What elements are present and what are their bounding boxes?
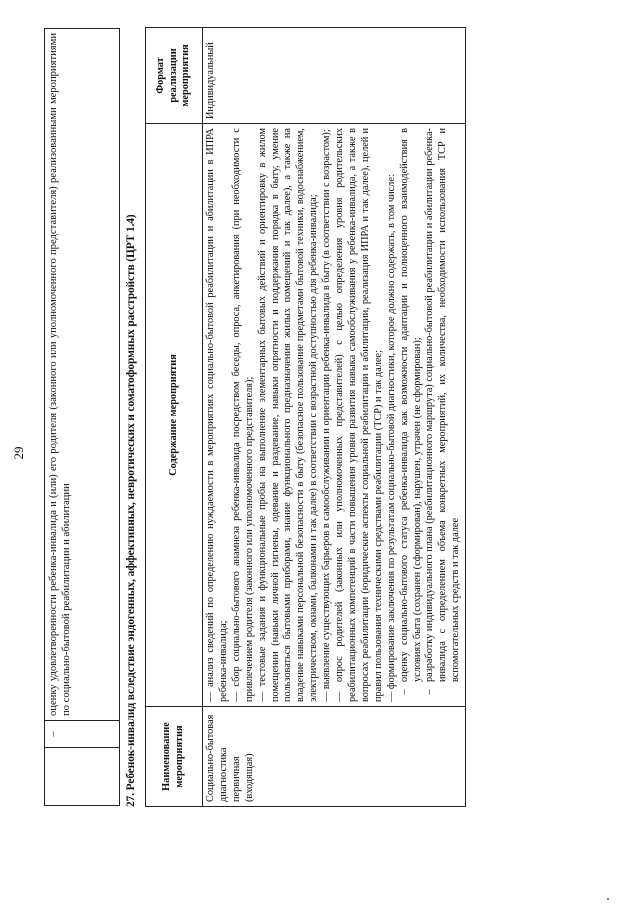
measure-name: Социально-бытовая диагностика первичная (входящая) xyxy=(203,707,466,807)
list-dash: – xyxy=(45,721,120,748)
list-item: — тестовые задания и функциональные пробы на выполнение элементарных бытовых действий и ориентировку в жилом помещении (навыки личной гигиены, одевание и раздевание, навыки опрятности и поддержания порядка в быту, умение пользоваться бытовыми приборами, знание функционального предназначения жилых помещений и так далее), а также на владение навыками персональной безопасности в быту (безопасное пользование предметами бытовой техники, водоснабжением, электричеством, окнами, балконами и так далее) в соответствии с возрастной доступностью для ребенка-инвалида; xyxy=(256,128,320,702)
list-dash: – xyxy=(424,689,436,695)
measure-content xyxy=(203,124,466,707)
continuation-table xyxy=(44,28,120,806)
table-header-row xyxy=(146,28,203,807)
list-dash: – xyxy=(398,689,410,695)
list-item: — анализ сведений по определению нуждаемости в мероприятиях социально-бытовой реабилитации и абилитации в ИПРА ребенка-инвалида; xyxy=(205,128,229,702)
measure-format: Индивидуальный xyxy=(203,28,466,124)
list-item: — формирование заключения по результатам социально-бытовой диагностики, которое должно содержать, в том числе: xyxy=(385,174,397,702)
sub-list-item xyxy=(424,128,463,702)
sub-item-text: оценку социально-бытового статуса ребенка-инвалида как возможности адаптации и полноценного взаимодействия в условиях быта (сохранен (сформирован), нарушен, утрачен (не сформирован); xyxy=(398,128,423,682)
list-item: — опрос родителей (законных или уполномоченных представителей) с целью определения уровня родительских реабилитационных компетенций в части повышения уровня развития навыка самообслуживания у ребенка-инвалида, а также в вопросах реабилитации (юридические аспекты социальной реабилитации и абилитации, реализация ИПРА и так далее), целей и правил пользования техническими средствами реабилитации (ТСР) и так далее; xyxy=(334,128,384,702)
sub-item-text: разработку индивидуального плана (реабилитационного маршрута) социально-бытовой реабилитации и абилитации ребенка-инвалида с определением объема конкретных мероприятий, их количества, необходимости использования ТСР и вспомогательных средств и так далее xyxy=(424,128,462,682)
table-row xyxy=(203,28,466,807)
list-item: — выявление существующих барьеров в самообслуживании и ориентации ребенка-инвалида в быту (в соответствии с возрастом); xyxy=(321,129,333,702)
table-row xyxy=(45,29,120,806)
continuation-text: оценку удовлетворенности ребенка-инвалида и (или) его родителя (законного или уполномоченного представителя) реализованными мероприятиями по социально-бытовой реабилитации и абилитации xyxy=(45,29,120,721)
header-format: Формат реализации мероприятия xyxy=(146,28,203,124)
page-number: 29 xyxy=(11,446,26,460)
table-cell-empty xyxy=(45,748,120,806)
header-name: Наименование мероприятия xyxy=(146,707,203,807)
section-title: 27. Ребенок-инвалид вследствие эндогенных, аффективных, невротических и соматоформных расстройств (ЦРТ 1.4) xyxy=(125,214,137,807)
header-content: Содержание мероприятия xyxy=(146,124,203,707)
measures-table xyxy=(145,27,466,807)
sub-list-item xyxy=(399,128,425,702)
scan-speck xyxy=(606,897,610,901)
list-item: — сбор социально-бытового анамнеза ребенка-инвалида посредством беседы, опроса, анкетирования (при необходимости с привлечением родителя (законного или уполномоченного представителя); xyxy=(230,128,255,702)
